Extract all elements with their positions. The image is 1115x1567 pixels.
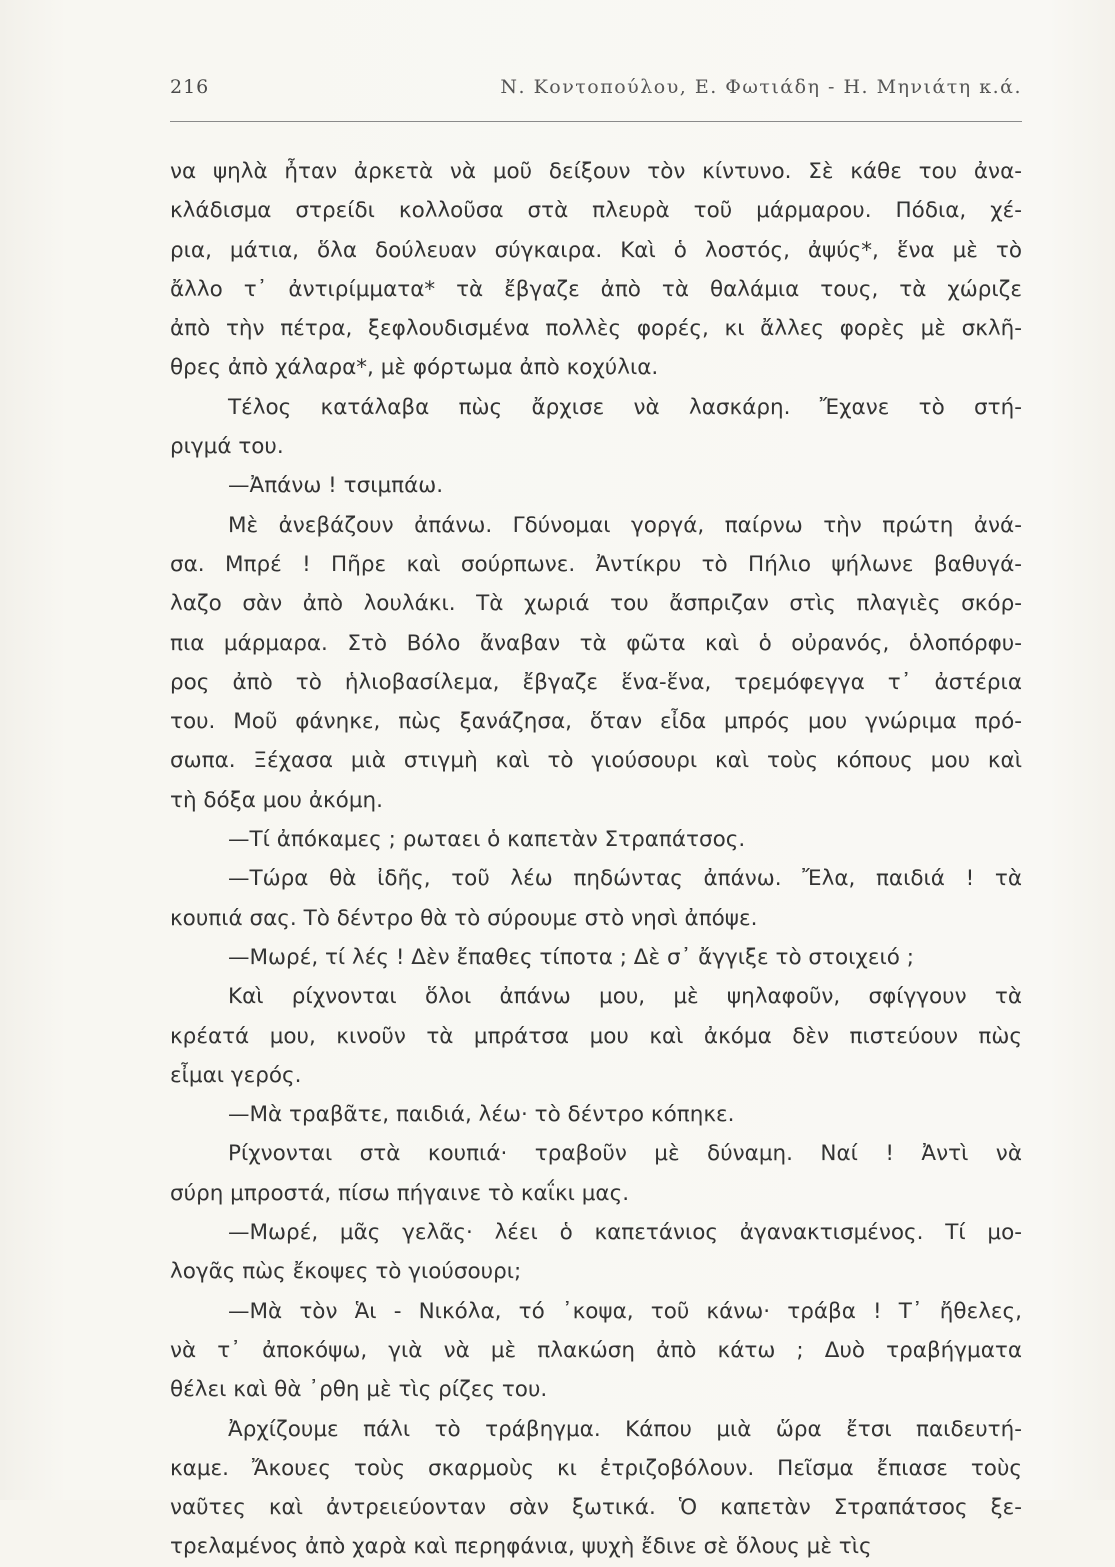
text-line: πια μάρμαρα. Στὸ Βόλο ἄναβαν τὰ φῶτα καὶ ὁ οὐρανός, ὁλοπόρφυ- — [170, 630, 1022, 656]
text-line: ριγμά του. — [170, 434, 284, 460]
text-line: του. Μοῦ φάνηκε, πὼς ξανάζησα, ὅταν εἶδα μπρός μου γνώριμα πρό- — [170, 709, 1022, 735]
text-line: ρια, μάτια, ὅλα δούλευαν σύγκαιρα. Καὶ ὁ λοστός, ἀψύς*, ἕνα μὲ τὸ — [170, 237, 1022, 263]
text-line: Ρίχνονται στὰ κουπιά· τραβοῦν μὲ δύναμη. Ναί ! Ἀντὶ νὰ — [228, 1141, 1022, 1167]
text-line: σύρη μπροστά, πίσω πήγαινε τὸ καΐκι μας. — [170, 1180, 630, 1206]
text-line: Ἀρχίζουμε πάλι τὸ τράβηγμα. Κάπου μιὰ ὥρα ἔτσι παιδευτή- — [228, 1416, 1022, 1442]
text-line: κρέατά μου, κινοῦν τὰ μπράτσα μου καὶ ἀκόμα δὲν πιστεύουν πὼς — [170, 1023, 1022, 1049]
page-header — [170, 76, 1022, 116]
body-text — [170, 152, 1030, 1567]
header-rule — [170, 121, 1022, 122]
text-line: —Μωρέ, τί λές ! Δὲν ἔπαθες τίποτα ; Δὲ σ᾽ ἄγγιξε τὸ στοιχειό ; — [228, 944, 914, 970]
text-line: —Τώρα θὰ ἰδῆς, τοῦ λέω πηδώντας ἀπάνω. Ἔλα, παιδιά ! τὰ — [228, 866, 1022, 892]
text-line: ἀπὸ τὴν πέτρα, ξεφλουδισμένα πολλὲς φορές, κι ἄλλες φορὲς μὲ σκλῆ- — [170, 316, 1022, 342]
running-head: Ν. Κοντοπούλου, Ε. Φωτιάδη - Η. Μηνιάτη κ.ά. — [500, 76, 1022, 98]
text-line: —Μὰ τραβᾶτε, παιδιά, λέω· τὸ δέντρο κόπηκε. — [228, 1102, 735, 1128]
text-line: —Ἀπάνω ! τσιμπάω. — [228, 473, 444, 499]
text-line: Καὶ ρίχνονται ὅλοι ἀπάνω μου, μὲ ψηλαφοῦν, σφίγγουν τὰ — [228, 984, 1022, 1010]
text-line: ναῦτες καὶ ἀντρειεύονταν σὰν ξωτικά. Ὁ καπετὰν Στραπάτσος ξε- — [170, 1495, 1022, 1521]
page-number: 216 — [170, 76, 210, 98]
text-line: λαζο σὰν ἀπὸ λουλάκι. Τὰ χωριά του ἄσπριζαν στὶς πλαγιὲς σκόρ- — [170, 591, 1022, 617]
text-line: —Μωρέ, μᾶς γελᾶς· λέει ὁ καπετάνιος ἀγανακτισμένος. Τί μο- — [228, 1220, 1022, 1246]
text-line: σωπα. Ξέχασα μιὰ στιγμὴ καὶ τὸ γιούσουρι καὶ τοὺς κόπους μου καὶ — [170, 748, 1022, 774]
text-line: λογᾶς πὼς ἔκοψες τὸ γιούσουρι; — [170, 1259, 522, 1285]
text-line: Τέλος κατάλαβα πὼς ἄρχισε νὰ λασκάρη. Ἔχανε τὸ στή- — [228, 394, 1022, 420]
text-line: Μὲ ἀνεβάζουν ἀπάνω. Γδύνομαι γοργά, παίρνω τὴν πρώτη ἀνά- — [228, 512, 1022, 538]
text-line: θρες ἀπὸ χάλαρα*, μὲ φόρτωμα ἀπὸ κοχύλια. — [170, 355, 659, 381]
text-line: ρος ἀπὸ τὸ ἡλιοβασίλεμα, ἔβγαζε ἕνα-ἕνα, τρεμόφεγγα τ᾽ ἀστέρια — [170, 669, 1022, 695]
text-line: εἶμαι γερός. — [170, 1062, 302, 1088]
text-line: κουπιά σας. Τὸ δέντρο θὰ τὸ σύρουμε στὸ νησὶ ἀπόψε. — [170, 905, 758, 931]
text-line: —Μὰ τὸν Ἁι - Νικόλα, τό ᾽κοψα, τοῦ κάνω· τράβα ! Τ᾽ ἤθελες, — [228, 1298, 1022, 1324]
text-line: καμε. Ἄκουες τοὺς σκαρμοὺς κι ἐτριζοβόλουν. Πεῖσμα ἔπιασε τοὺς — [170, 1455, 1022, 1481]
text-line: ἄλλο τ᾽ ἀντιρίμματα* τὰ ἔβγαζε ἀπὸ τὰ θαλάμια τους, τὰ χώριζε — [170, 276, 1022, 302]
text-line: —Τί ἀπόκαμες ; ρωταει ὁ καπετὰν Στραπάτσος. — [228, 827, 746, 853]
text-line: τὴ δόξα μου ἀκόμη. — [170, 787, 383, 813]
text-line: να ψηλὰ ἦταν ἀρκετὰ νὰ μοῦ δείξουν τὸν κίντυνο. Σὲ κάθε του ἀνα- — [170, 159, 1022, 184]
text-line: νὰ τ᾽ ἀποκόψω, γιὰ νὰ μὲ πλακώση ἀπὸ κάτω ; Δυὸ τραβήγματα — [170, 1337, 1022, 1363]
text-line: κλάδισμα στρείδι κολλοῦσα στὰ πλευρὰ τοῦ μάρμαρου. Πόδια, χέ- — [170, 198, 1022, 224]
text-line: θέλει καὶ θὰ ᾽ρθη μὲ τὶς ρίζες του. — [170, 1377, 548, 1403]
text-line: τρελαμένος ἀπὸ χαρὰ καὶ περηφάνια, ψυχὴ ἔδινε σὲ ὅλους μὲ τὶς — [170, 1534, 872, 1560]
text-line: σα. Μπρέ ! Πῆρε καὶ σούρπωνε. Ἀντίκρυ τὸ Πήλιο ψήλωνε βαθυγά- — [170, 551, 1022, 577]
